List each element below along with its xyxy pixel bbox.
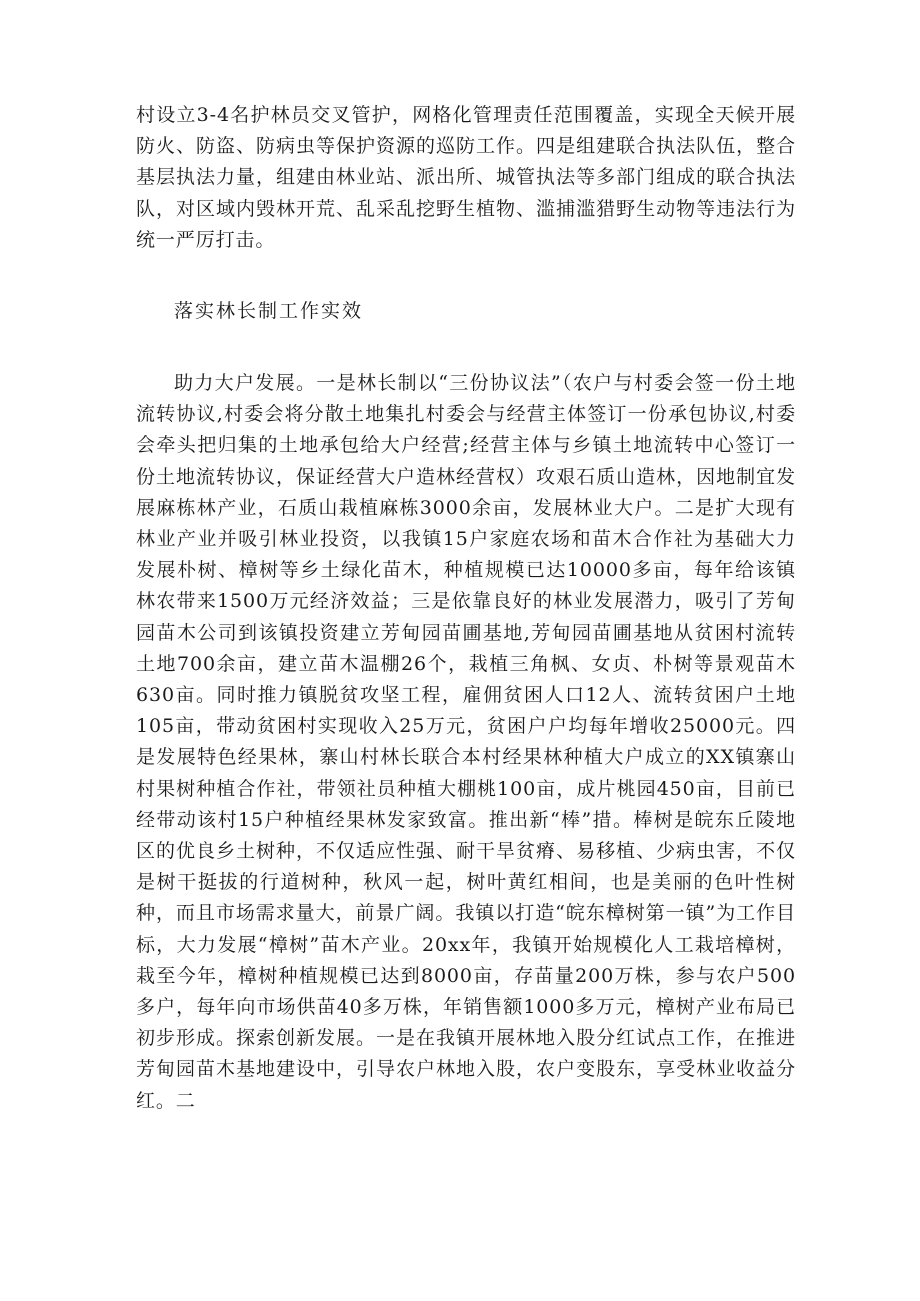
paragraph-2: 助力大户发展。一是林长制以“三份协议法”（农户与村委会签一份土地流转协议,村委会将分散土地集扎村委会与经营主体签订一份承包协议,村委会牵头把归集的土地承包给大户经营;经营主体与乡镇土地流转中心签订一份土地流转协议，保证经营大户造林经营权）攻艰石质山造林，因地制宜发展麻栋林产业，石质山栽植麻栋3000余亩，发展林业大户。二是扩大现有林业产业并吸引林业投资，以我镇15户家庭农场和苗木合作社为基础大力发展朴树、樟树等乡土绿化苗木，种植规模已达10000多亩，每年给该镇林农带来1500万元经济效益；三是依靠良好的林业发展潜力，吸引了芳甸园苗木公司到该镇投资建立芳甸园苗圃基地,芳甸园苗圃基地从贫困村流转土地700余亩，建立苗木温棚26个，栽植三角枫、女贞、朴树等景观苗木630亩。同时推力镇脱贫攻坚工程，雇佣贫困人口12人、流转贫困户土地105亩，带动贫困村实现收入25万元，贫困户户均每年增收25000元。四是发展特色经果林，寨山村林长联合本村经果林种植大户成立的XX镇寨山村果树种植合作社，带领社员种植大棚桃100亩，成片桃园450亩，目前已经带动该村15户种植经果林发家致富。推出新“棒”措。棒树是皖东丘陵地区的优良乡土树种，不仅适应性强、耐干旱贫瘠、易移植、少病虫害，不仅是树干挺拔的行道树种，秋风一起，树叶黄红相间，也是美丽的色叶性树种，而且市场需求量大，前景广阔。我镇以打造“皖东樟树第一镇”为工作目标，大力发展“樟树”苗木产业。20xx年，我镇开始规模化人工栽培樟树，栽至今年，樟树种植规模已达到8000亩，存苗量200万株，参与农户500多户，每年向市场供苗40多万株，年销售额1000多万元，樟树产业布局已初步形成。探索创新发展。一是在我镇开展林地入股分红试点工作，在推进芳甸园苗木基地建设中，引导农户林地入股，农户变股东，享受林业收益分红。二 (136, 372, 796, 1112)
document-page (136, 100, 796, 1117)
paragraph-1: 村设立3-4名护林员交叉管护，网格化管理责任范围覆盖，实现全天候开展防火、防盗、防病虫等保护资源的巡防工作。四是组建联合执法队伍，整合基层执法力量，组建由林业站、派出所、城管执法等多部门组成的联合执法队，对区域内毁林开荒、乱采乱挖野生植物、滥捕滥猎野生动物等违法行为统一严厉打击。 (136, 104, 796, 251)
paragraph-gap (136, 327, 796, 368)
paragraph-gap (136, 256, 796, 296)
section-heading: 落实林长制工作实效 (174, 300, 364, 323)
